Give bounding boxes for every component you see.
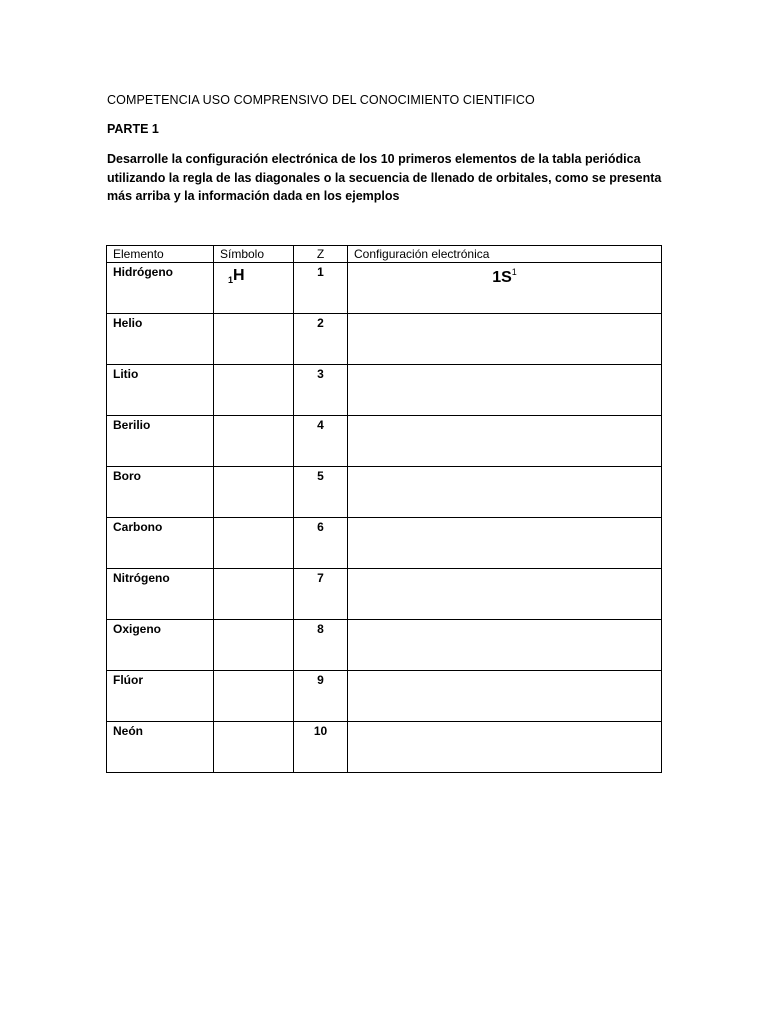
element-name: Berilio (107, 416, 214, 467)
atomic-number: 9 (294, 671, 348, 722)
config-cell[interactable] (348, 671, 662, 722)
config-cell[interactable] (348, 518, 662, 569)
table-header-row (107, 246, 662, 263)
table-row (107, 416, 662, 467)
header-element: Elemento (107, 246, 214, 263)
atomic-number: 2 (294, 314, 348, 365)
config-base: 1S (492, 269, 512, 286)
instructions-paragraph: Desarrolle la configuración electrónica de los 10 primeros elementos de la tabla periódica utilizando la regla de las diagonales o la secuencia de llenado de orbitales, como se presenta más arriba y la información dada en los ejemplos (107, 152, 662, 203)
element-name: Boro (107, 467, 214, 518)
table-row (107, 671, 662, 722)
element-name: Nitrógeno (107, 569, 214, 620)
config-cell[interactable] (348, 314, 662, 365)
element-name: Flúor (107, 671, 214, 722)
atomic-number: 1 (294, 263, 348, 314)
config-cell[interactable] (348, 467, 662, 518)
element-name: Neón (107, 722, 214, 773)
table-row (107, 620, 662, 671)
symbol-example (228, 267, 245, 285)
config-cell[interactable] (348, 569, 662, 620)
atomic-number: 7 (294, 569, 348, 620)
table-row (107, 365, 662, 416)
config-superscript: 1 (511, 267, 517, 277)
config-cell[interactable] (348, 620, 662, 671)
table-row (107, 569, 662, 620)
symbol-letter: H (233, 267, 245, 284)
table-row (107, 467, 662, 518)
config-cell[interactable] (348, 722, 662, 773)
element-name: Hidrógeno (107, 263, 214, 314)
config-cell[interactable] (348, 365, 662, 416)
symbol-cell[interactable] (214, 569, 294, 620)
table-row (107, 722, 662, 773)
header-config: Configuración electrónica (348, 246, 662, 263)
atomic-number: 4 (294, 416, 348, 467)
symbol-cell[interactable] (214, 620, 294, 671)
table-row (107, 518, 662, 569)
atomic-number: 5 (294, 467, 348, 518)
config-cell (348, 263, 662, 314)
element-name: Oxigeno (107, 620, 214, 671)
header-z: Z (294, 246, 348, 263)
symbol-cell[interactable] (214, 671, 294, 722)
table-row (107, 263, 662, 314)
element-name: Carbono (107, 518, 214, 569)
part-title: PARTE 1 (107, 122, 159, 136)
header-symbol: Símbolo (214, 246, 294, 263)
symbol-cell[interactable] (214, 365, 294, 416)
config-example (354, 267, 655, 287)
atomic-number: 10 (294, 722, 348, 773)
element-name: Helio (107, 314, 214, 365)
symbol-cell[interactable] (214, 722, 294, 773)
symbol-cell[interactable] (214, 467, 294, 518)
symbol-cell[interactable] (214, 518, 294, 569)
config-cell[interactable] (348, 416, 662, 467)
symbol-subscript: 1 (228, 275, 234, 285)
atomic-number: 8 (294, 620, 348, 671)
electron-configuration-table (106, 245, 662, 773)
document-heading: COMPETENCIA USO COMPRENSIVO DEL CONOCIMIENTO CIENTIFICO (107, 93, 535, 107)
atomic-number: 3 (294, 365, 348, 416)
atomic-number: 6 (294, 518, 348, 569)
symbol-cell[interactable] (214, 416, 294, 467)
symbol-cell (214, 263, 294, 314)
element-name: Litio (107, 365, 214, 416)
symbol-cell[interactable] (214, 314, 294, 365)
table-row (107, 314, 662, 365)
